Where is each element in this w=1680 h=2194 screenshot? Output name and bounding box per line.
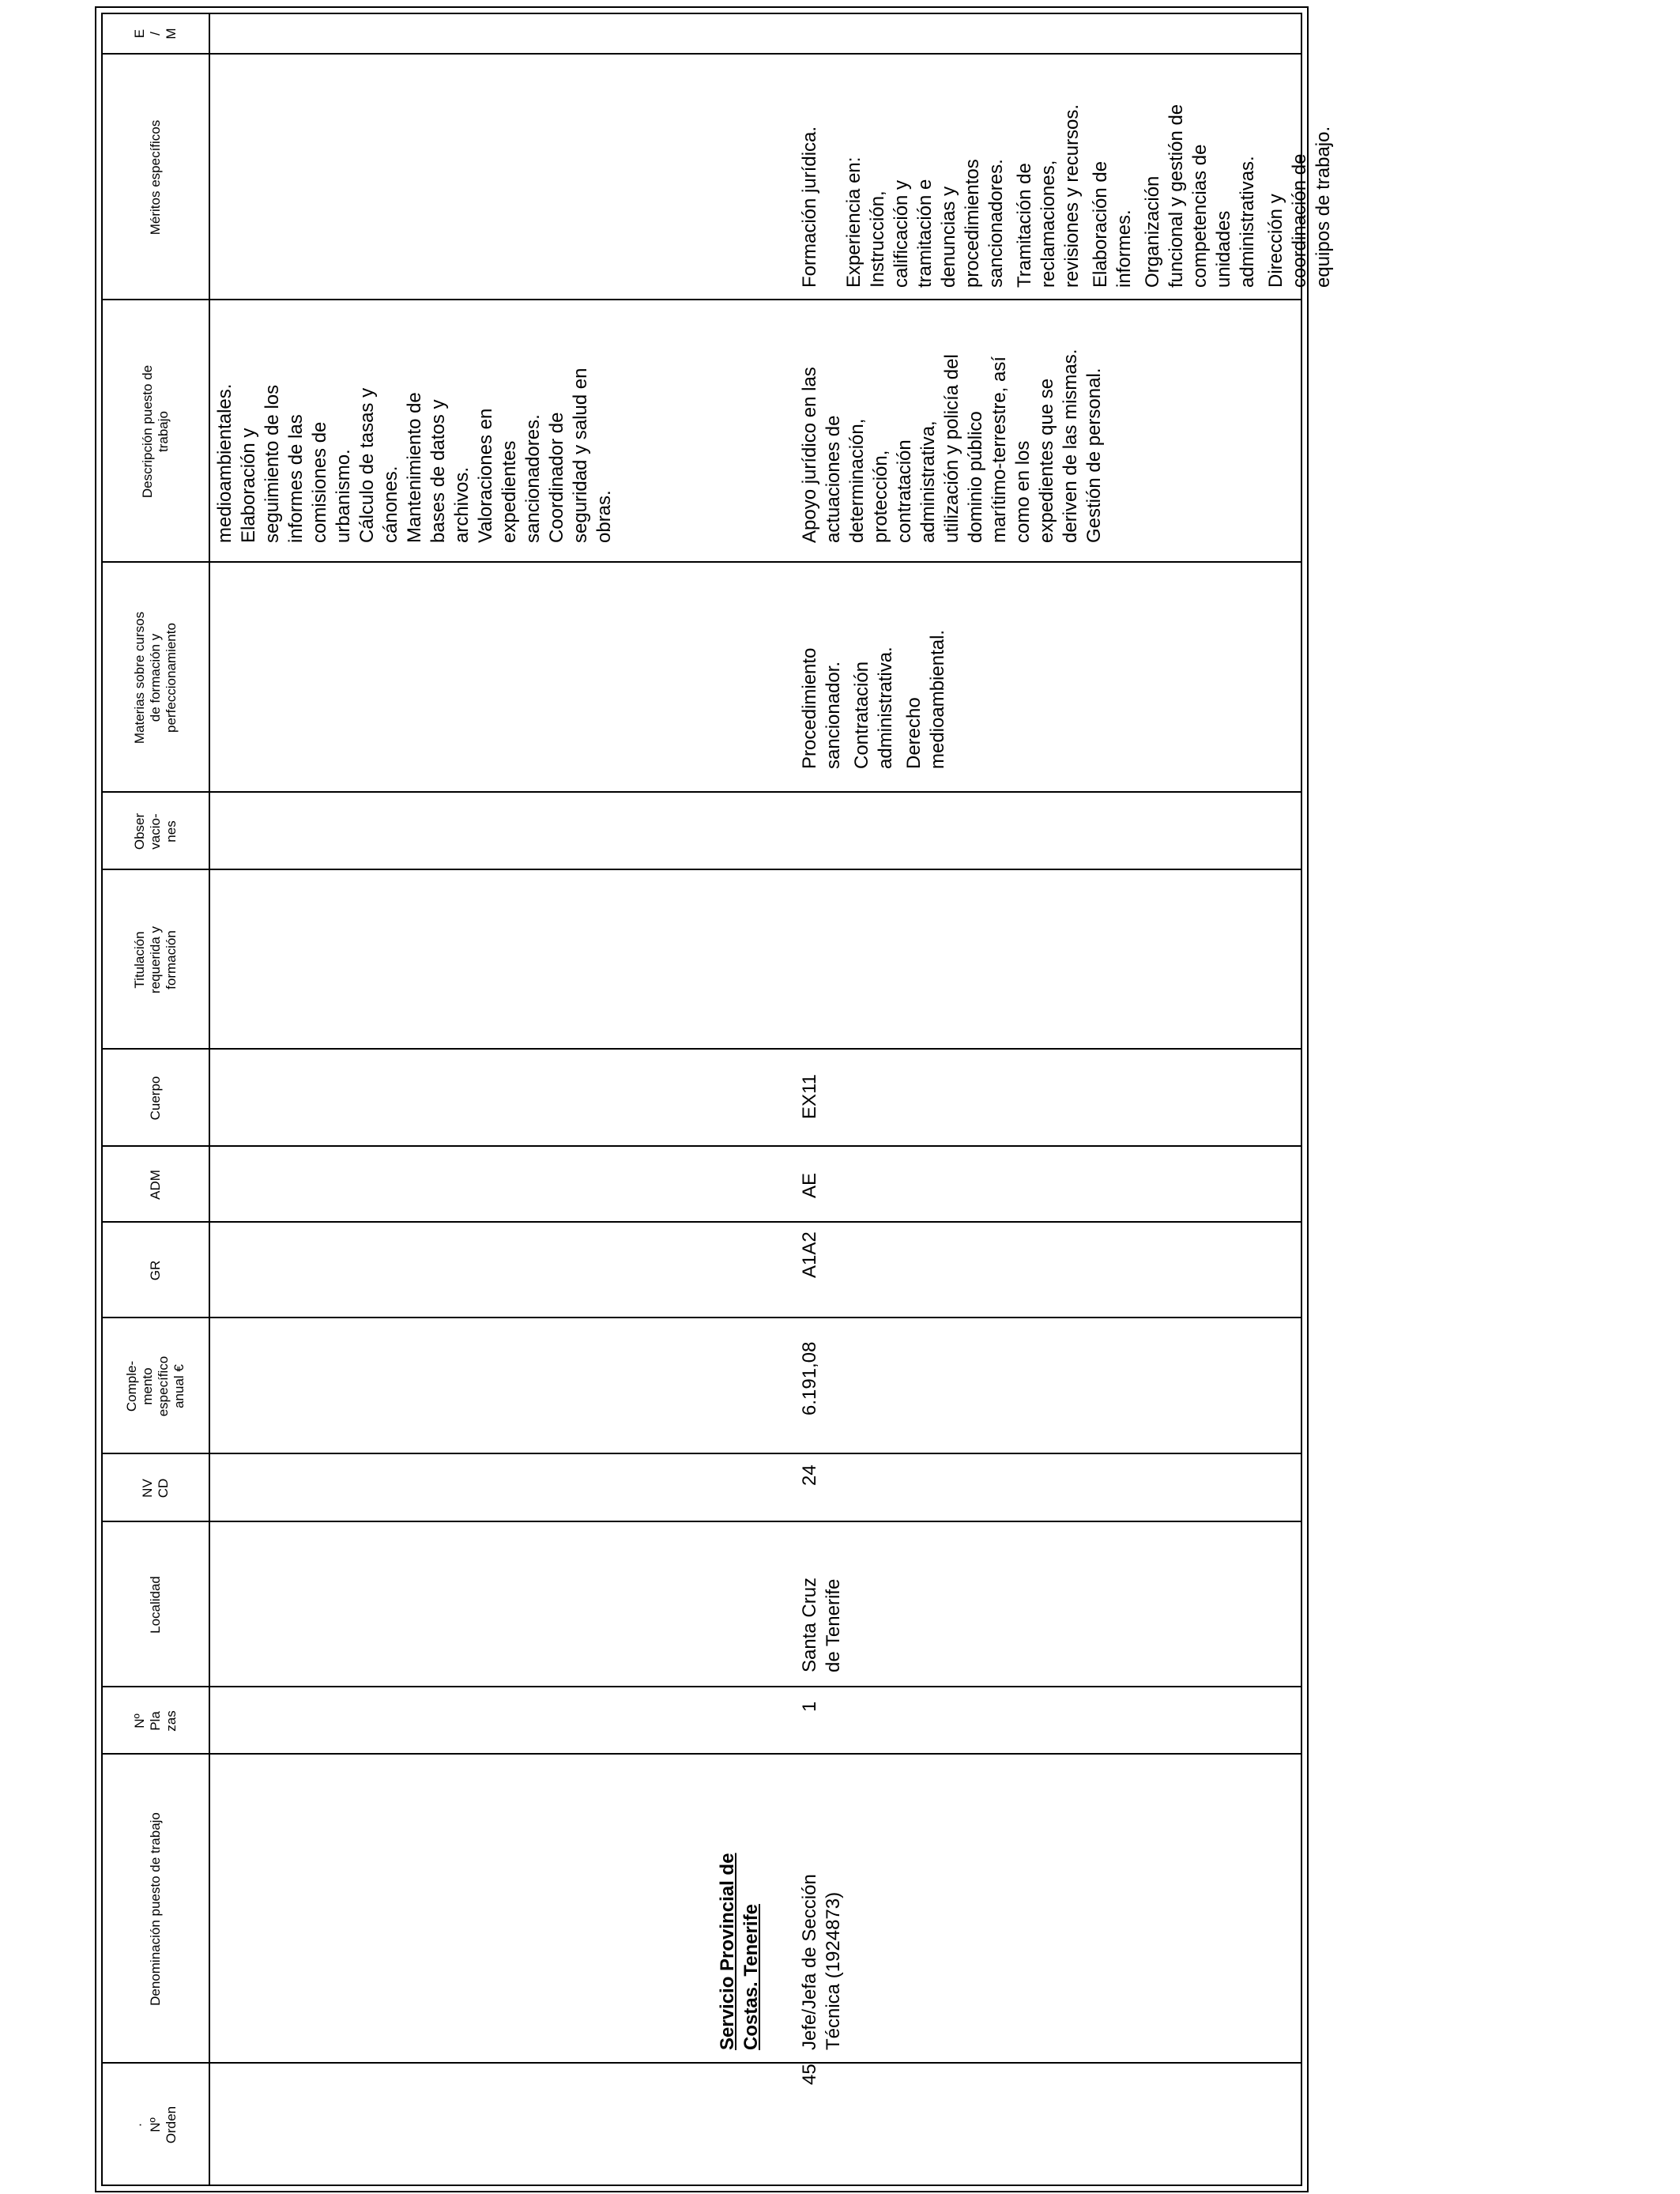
header-plazas: Nº Pla zas xyxy=(132,1710,179,1732)
cell-descripcion: Apoyo jurídico en las actuaciones de determinación, protección, contratación administrativa, utilización y policía del dominio público marítimo-terrestre, así como en los expedientes que se deriven de las mismas. Gestión de personal. xyxy=(799,349,1105,543)
cell-plazas: 1 xyxy=(799,1701,820,1712)
header-titulacion: Titulación requerida y formación xyxy=(132,925,179,994)
header-denominacion: Denominación puesto de trabajo xyxy=(148,1812,163,2006)
col-separator xyxy=(101,1221,1302,1223)
col-separator xyxy=(101,1453,1302,1454)
cell-denominacion: Jefe/Jefa de Sección Técnica (1924873) xyxy=(799,1874,844,2050)
col-separator xyxy=(101,1521,1302,1522)
cell-grupo: A1A2 xyxy=(799,1231,820,1278)
col-separator xyxy=(101,2062,1302,2064)
header-observaciones: Obser vacio- nes xyxy=(132,812,179,850)
header-complemento: Comple- mento específico anual € xyxy=(124,1355,186,1417)
col-separator xyxy=(101,791,1302,793)
header-grupo: GR xyxy=(148,1260,163,1281)
col-separator xyxy=(101,1686,1302,1687)
cell-nivel: 24 xyxy=(799,1465,820,1486)
col-separator xyxy=(101,1145,1302,1147)
cell-meritos: Formación jurídica. Experiencia en: Instrucción, calificación y tramitación e denuncias y procedimientos sancionadores. Tramitación de reclamaciones, revisiones y recursos. Elaboración de informes. Organización funcional y gestión de competencias de unidades administrativas. Dirección y coordinación de equipos de trabajo. xyxy=(799,104,1334,288)
continuation-descripcion: medioambientales. Elaboración y seguimiento de los informes de las comisiones de urbanismo. Cálculo de tasas y cánones. Mantenimiento de bases de datos y archivos. Valoraciones en expedientes sancionadores. Coordinador de seguridad y salud en obras. xyxy=(214,368,615,543)
header-meritos: Méritos específicos xyxy=(148,119,163,236)
col-separator xyxy=(101,1317,1302,1318)
header-descripcion: Descripción puesto de trabajo xyxy=(140,364,171,499)
header-nivel: NV CD xyxy=(140,1478,171,1498)
col-separator xyxy=(101,1753,1302,1755)
cell-complemento: 6.191,08 xyxy=(799,1341,820,1416)
header-adm: ADM xyxy=(148,1170,163,1200)
cell-localidad: Santa Cruz de Tenerife xyxy=(799,1577,844,1672)
col-separator xyxy=(101,1048,1302,1050)
col-separator xyxy=(101,299,1302,300)
cell-materias: Procedimiento sancionador. Contratación administrativa. Derecho medioambiental. xyxy=(799,629,948,769)
header-separator xyxy=(209,13,210,2186)
header-cuerpo: Cuerpo xyxy=(148,1076,163,1121)
cell-adm: AE xyxy=(799,1172,820,1198)
cell-cuerpo: EX11 xyxy=(799,1074,820,1119)
cell-orden: 45 xyxy=(799,2064,820,2085)
section-title: Servicio Provincial de Costas. Tenerife xyxy=(717,1853,762,2050)
header-orden: · Nº Orden xyxy=(132,2105,179,2144)
col-separator xyxy=(101,869,1302,870)
header-em: E / M xyxy=(132,28,179,40)
col-separator xyxy=(101,561,1302,563)
header-localidad: Localidad xyxy=(148,1576,163,1634)
header-materias: Materias sobre cursos de formación y perfeccionamiento xyxy=(132,611,179,745)
